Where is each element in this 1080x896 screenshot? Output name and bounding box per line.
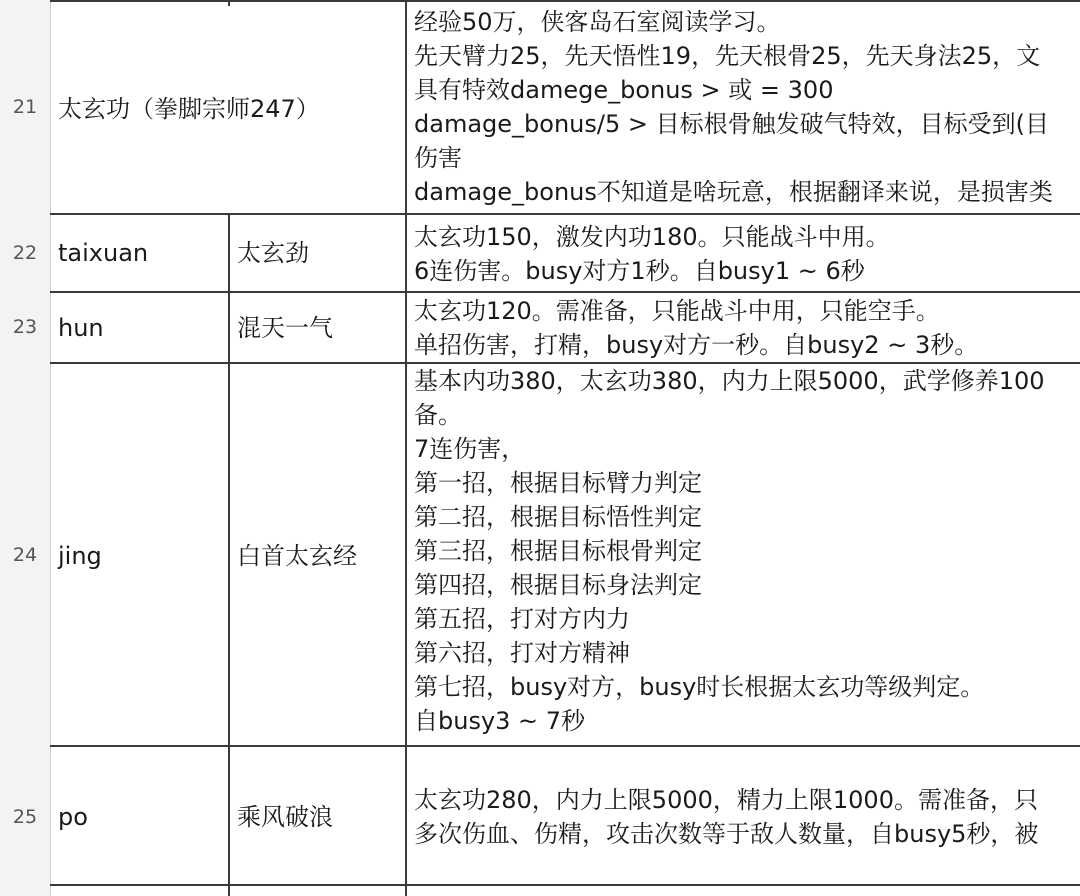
skill-id-cell[interactable]: jing [58, 542, 102, 570]
table-row[interactable] [0, 213, 1080, 291]
skill-title-cell[interactable]: 乘风破浪 [237, 803, 333, 831]
description-line: 经验50万，侠客岛石室阅读学习。 [414, 8, 781, 36]
skill-id-cell[interactable]: taixuan [58, 239, 149, 267]
description-line: damage_bonus不知道是啥玩意，根据翻译来说，是损害类 [414, 178, 1053, 206]
row-number[interactable]: 23 [12, 316, 38, 338]
table-row[interactable] [0, 362, 1080, 745]
table-row[interactable] [0, 745, 1080, 884]
description-line: 备。 [414, 401, 462, 429]
skill-title-cell[interactable]: 白首太玄经 [237, 542, 357, 570]
row-number[interactable]: 22 [12, 242, 38, 264]
description-line: 具有特效damege_bonus > 或 = 300 [414, 76, 834, 104]
description-line: 第二招，根据目标悟性判定 [414, 503, 702, 531]
skill-title-cell[interactable]: 混天一气 [237, 314, 333, 342]
description-line: 先天臂力25，先天悟性19，先天根骨25，先天身法25，文 [414, 42, 1041, 70]
skill-description-cell[interactable] [414, 783, 1038, 851]
row-number[interactable]: 24 [12, 544, 38, 566]
description-line: damage_bonus/5 > 目标根骨触发破气特效，目标受到(目 [414, 110, 1049, 138]
grid-line [50, 884, 1080, 886]
description-line: 第一招，根据目标臂力判定 [414, 469, 702, 497]
table-row[interactable] [0, 0, 1080, 213]
skill-id-cell[interactable]: po [58, 803, 88, 831]
description-line: 太玄功120。需准备，只能战斗中用，只能空手。 [414, 297, 940, 325]
description-line: 第六招，打对方精神 [414, 639, 630, 667]
skill-name-cell[interactable]: 太玄功（拳脚宗师247） [58, 95, 320, 123]
description-line: 多次伤血、伤精，攻击次数等于敌人数量，自busy5秒，被 [414, 820, 1039, 848]
skill-description-cell[interactable] [414, 5, 1053, 209]
description-line: 基本内功380，太玄功380，内力上限5000，武学修养100 [414, 367, 1045, 395]
skill-description-cell[interactable] [414, 220, 890, 288]
description-line: 太玄功150，激发内功180。只能战斗中用。 [414, 223, 890, 251]
description-line: 自busy3 ~ 7秒 [414, 707, 586, 735]
skill-description-cell[interactable] [414, 364, 1045, 738]
description-line: 第四招，根据目标身法判定 [414, 571, 702, 599]
skill-description-cell[interactable] [414, 294, 978, 362]
description-line: 伤害 [414, 144, 462, 172]
table-row[interactable] [0, 291, 1080, 362]
description-line: 第七招，busy对方，busy时长根据太玄功等级判定。 [414, 673, 985, 701]
description-line: 第五招，打对方内力 [414, 605, 630, 633]
description-line: 6连伤害。busy对方1秒。自busy1 ~ 6秒 [414, 257, 865, 285]
description-line: 第三招，根据目标根骨判定 [414, 537, 702, 565]
description-line: 太玄功280，内力上限5000，精力上限1000。需准备，只 [414, 786, 1038, 814]
row-number[interactable]: 25 [12, 806, 38, 828]
row-number[interactable]: 21 [12, 96, 38, 118]
description-line: 单招伤害，打精，busy对方一秒。自busy2 ~ 3秒。 [414, 331, 979, 359]
description-line: 7连伤害， [414, 435, 526, 463]
skill-id-cell[interactable]: hun [58, 314, 104, 342]
skill-title-cell[interactable]: 太玄劲 [237, 239, 309, 267]
